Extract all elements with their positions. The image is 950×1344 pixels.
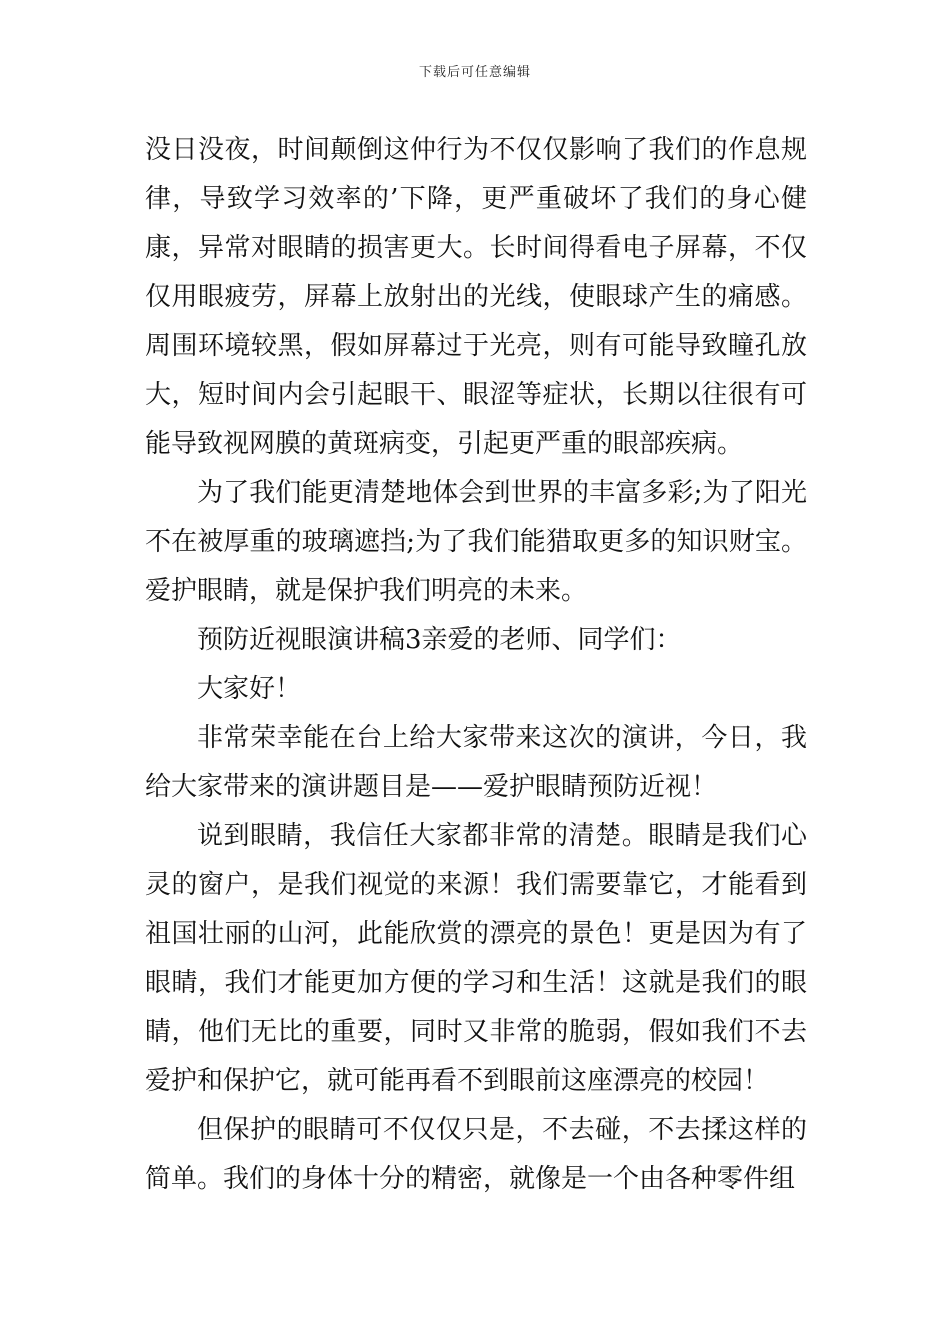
paragraph-7: 但保护的眼睛可不仅仅只是，不去碰，不去揉这样的简单。我们的身体十分的精密，就像是一个由各种零件组 [145,1115,807,1194]
paragraph-1: 没日没夜，时间颠倒这仲行为不仅仅影响了我们的作息规律，导致学习效率的’下降，更严重破坏了我们的身心健康，异常对眼睛的损害更大。长时间得看电子屏幕，不仅仅用眼疲劳，屏幕上放射出的光线，使眼球产生的痛感。周围环境较黑，假如屏幕过于光亮，则有可能导致瞳孔放大，短时间内会引起眼干、眼涩等症状，长期以往很有可能导致视网膜的黄斑病变，引起更严重的眼部疾病。 [145,135,807,459]
paragraph-2: 为了我们能更清楚地体会到世界的丰富多彩;为了阳光不在被厚重的玻璃遮挡;为了我们能猎取更多的知识财宝。爱护眼睛，就是保护我们明亮的未来。 [145,478,807,606]
paragraph-6: 说到眼睛，我信任大家都非常的清楚。眼睛是我们心灵的窗户，是我们视觉的来源！我们需要靠它，才能看到祖国壮丽的山河，此能欣赏的漂亮的景色！更是因为有了眼睛，我们才能更加方便的学习和生活！这就是我们的眼睛，他们无比的重要，同时又非常的脆弱，假如我们不去爱护和保护它，就可能再看不到眼前这座漂亮的校园！ [145,821,807,1096]
paragraph-4-greeting: 大家好！ [197,674,302,704]
document-body [145,126,807,1204]
paragraph-3-speech-title: 预防近视眼演讲稿3亲爱的老师、同学们： [197,625,682,655]
paragraph-5: 非常荣幸能在台上给大家带来这次的演讲，今日，我给大家带来的演讲题目是——爱护眼睛预防近视！ [145,723,807,802]
page-header-note: 下载后可任意编辑 [418,65,531,80]
